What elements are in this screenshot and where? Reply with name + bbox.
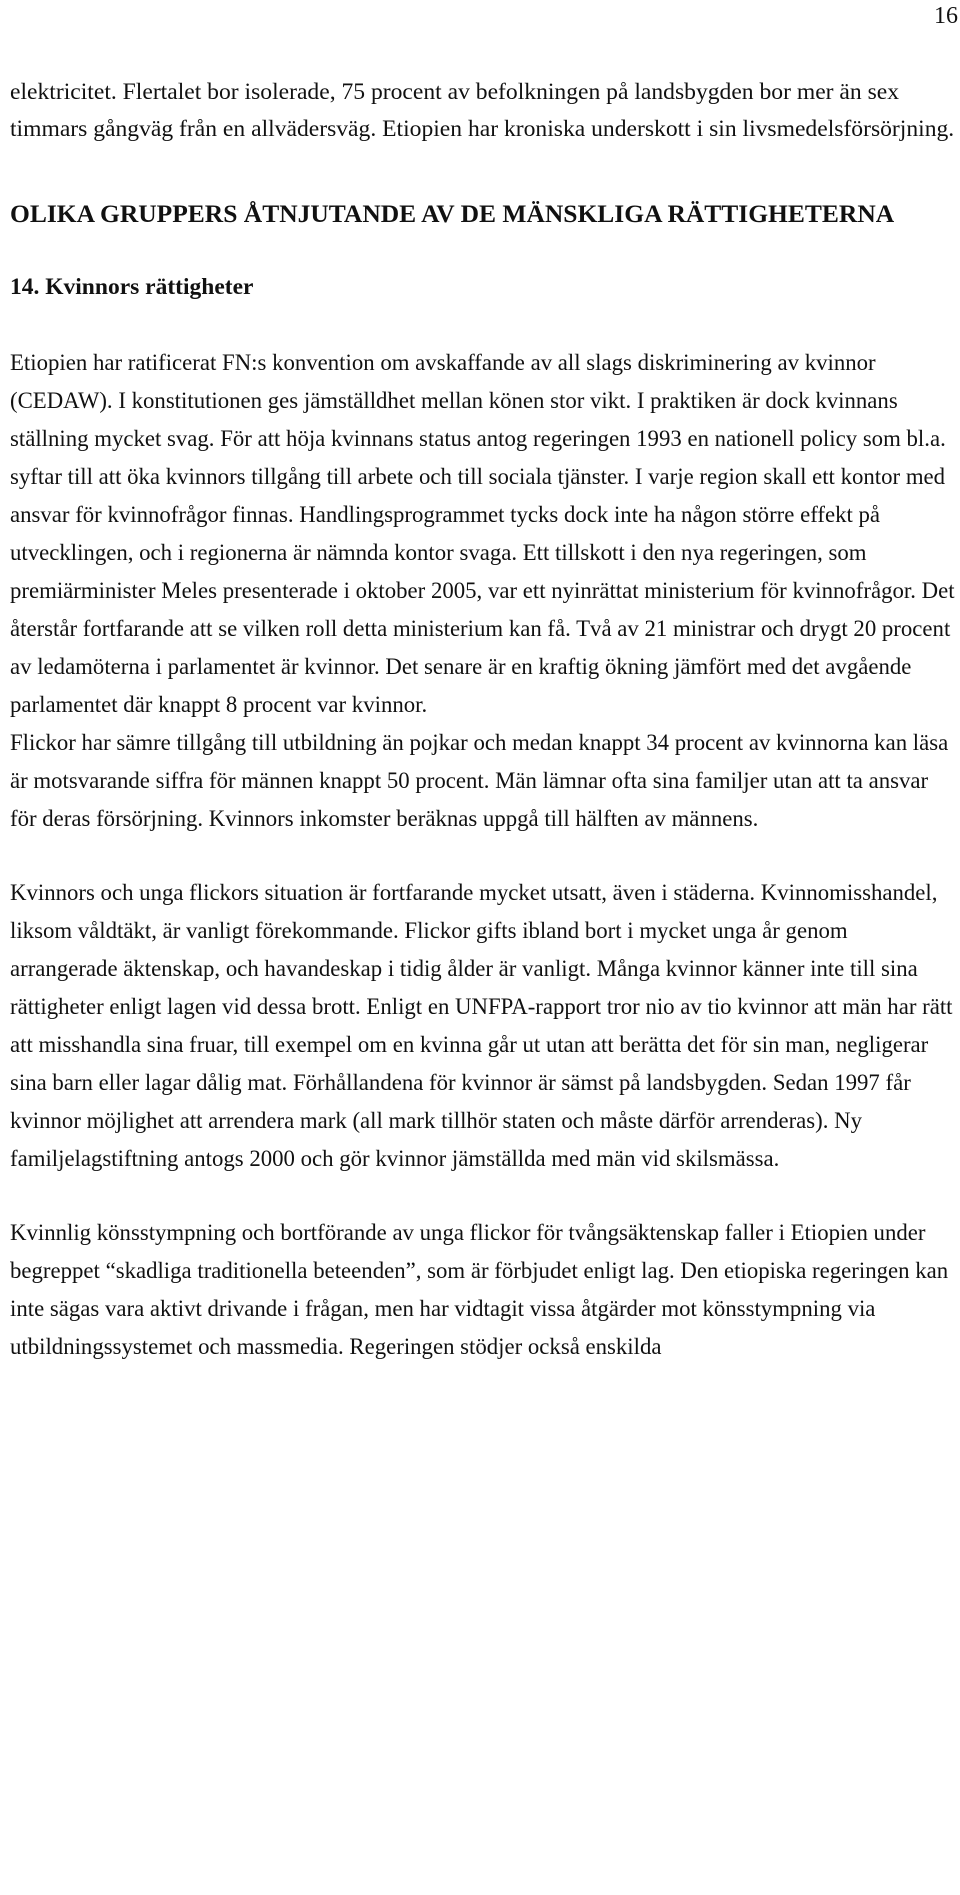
paragraph-cedaw: Etiopien har ratificerat FN:s konvention om avskaffande av all slags diskriminering av kvinnor (CEDAW). I konstitutionen ges jämställdhet mellan könen stor vikt. I praktiken är dock kvinnans ställning mycket svag. För att höja kvinnans status antog regeringen 1993 en nationell policy som bl.a. syftar till att öka kvinnors tillgång till arbete och till sociala tjänster. I varje region skall ett kontor med ansvar för kvinnofrågor finnas. Handlingsprogrammet tycks dock inte ha någon större effekt på utvecklingen, och i regionerna är nämnda kontor svaga. Ett tillskott i den nya regeringen, som premiärminister Meles presenterade i oktober 2005, var ett nyinrättat ministerium för kvinnofrågor. Det återstår fortfarande att se vilken roll detta ministerium kan få. Två av 21 ministrar och drygt 20 procent av ledamöterna i parlamentet är kvinnor. Det senare är en kraftig ökning jämfört med det avgående parlamentet där knappt 8 procent var kvinnor. (10, 350, 955, 717)
subsection-heading: 14. Kvinnors rättigheter (10, 274, 254, 300)
document-body (10, 74, 956, 1366)
intro-paragraph: elektricitet. Flertalet bor isolerade, 75 procent av befolkningen på landsbygden bor mer än sex timmars gångväg från en allvädersväg. Etiopien har kroniska underskott i sin livsmedelsförsörjning. (10, 79, 955, 142)
paragraph-violence: Kvinnors och unga flickors situation är fortfarande mycket utsatt, även i städerna. Kvinnomisshandel, liksom våldtäkt, är vanligt förekommande. Flickor gifts ibland bort i mycket unga år genom arrangerade äktenskap, och havandeskap i tidig ålder är vanligt. Många kvinnor känner inte till sina rättigheter enligt lagen vid dessa brott. Enligt en UNFPA-rapport tror nio av tio kvinnor att män har rätt att misshandla sina fruar, till exempel om en kvinna går ut utan att berätta det för sin man, negligerar sina barn eller lagar dålig mat. Förhållandena för kvinnor är sämst på landsbygden. Sedan 1997 får kvinnor möjlighet att arrendera mark (all mark tillhör staten och måste därför arrenderas). Ny familjelagstiftning antogs 2000 och gör kvinnor jämställda med män vid skilsmässa. (10, 880, 953, 1171)
section-heading: OLIKA GRUPPERS ÅTNJUTANDE AV DE MÄNSKLIGA RÄTTIGHETERNA (10, 199, 895, 228)
paragraph-education: Flickor har sämre tillgång till utbildning än pojkar och medan knappt 34 procent av kvinnorna kan läsa är motsvarande siffra för männen knappt 50 procent. Män lämnar ofta sina familjer utan att ta ansvar för deras försörjning. Kvinnors inkomster beräknas uppgå till hälften av männens. (10, 730, 949, 831)
paragraph-fgm: Kvinnlig könsstympning och bortförande av unga flickor för tvångsäktenskap faller i Etiopien under begreppet “skadliga traditionella beteenden”, som är förbjudet enligt lag. Den etiopiska regeringen kan inte sägas vara aktivt drivande i frågan, men har vidtagit vissa åtgärder mot könsstympning via utbildningssystemet och massmedia. Regeringen stödjer också enskilda (10, 1220, 949, 1359)
page-number: 16 (934, 3, 958, 29)
